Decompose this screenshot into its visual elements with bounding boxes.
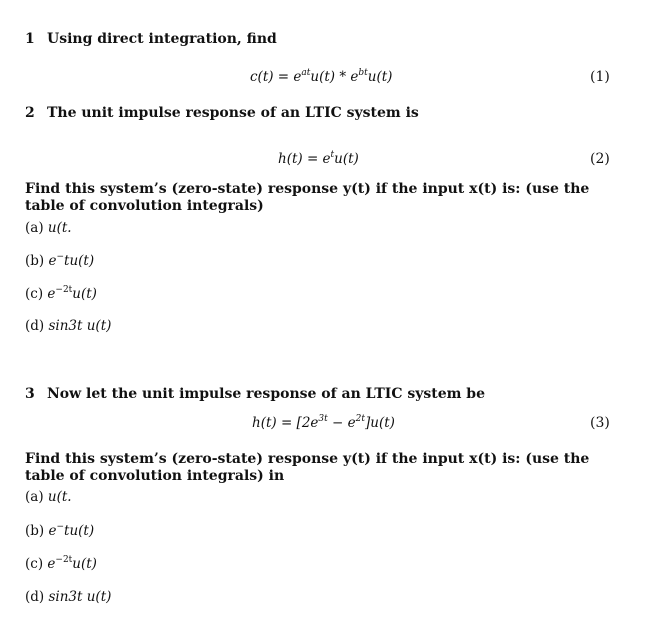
item-expression-tail: u(t) [72,286,97,302]
item-expression-tail: u(t) [72,556,97,572]
problem-3-title: Now let the unit impulse response of an LTIC system be [47,386,485,402]
equation-3-rhs: ]u(t) [364,415,395,431]
problem-2-item-b [25,253,94,269]
item-label: (a) [25,489,44,505]
problem-2-item-a [25,220,72,236]
item-label: (a) [25,220,44,236]
equation-1-number: (1) [590,69,610,85]
item-expression: u(t. [47,489,72,505]
problem-2-heading [25,105,419,121]
problem-2-title: The unit impulse response of an LTIC system is [47,105,419,121]
problem-3-instruction: Find this system’s (zero-state) response y(t) if the input x(t) is: (use the table of convolution integrals) in [25,451,590,484]
item-label: (c) [25,556,44,572]
problem-3-item-d [25,589,111,605]
equation-3 [252,415,395,431]
equation-3-lhs: h(t) = [2e [252,415,319,431]
item-expression: sin3t u(t) [48,318,112,334]
item-expression: e [47,286,56,302]
problem-1-number: 1 [25,31,35,47]
equation-1-mid: u(t) * e [310,69,359,85]
item-expression: sin3t u(t) [48,589,112,605]
item-label: (b) [25,523,45,539]
item-expression: e [48,523,57,539]
item-exponent: −2t [55,555,73,565]
item-label: (c) [25,286,44,302]
equation-3-mid: − e [327,415,356,431]
equation-1-rhs: u(t) [367,69,393,85]
problem-3-number: 3 [25,386,35,402]
item-expression-tail: tu(t) [64,253,95,269]
problem-3-item-a [25,489,72,505]
item-expression: e [47,556,56,572]
equation-2-lhs: h(t) = e [278,151,331,167]
item-exponent: − [56,522,65,532]
equation-2-number: (2) [590,151,610,167]
equation-2 [278,151,359,167]
item-expression: e [48,253,57,269]
equation-1-exp1: at [301,68,311,78]
problem-1-title: Using direct integration, find [47,31,277,47]
equation-3-exp1: 3t [318,414,328,424]
equation-1 [250,69,392,85]
item-exponent: − [56,252,65,262]
equation-3-exp2: 2t [355,414,365,424]
item-label: (d) [25,318,45,334]
problem-1-heading [25,31,277,47]
problem-3-heading [25,386,485,402]
item-label: (d) [25,589,45,605]
equation-1-exp2: bt [358,68,368,78]
equation-3-number: (3) [590,415,610,431]
problem-2-item-c [25,286,97,302]
item-label: (b) [25,253,45,269]
equation-2-exp1: t [330,150,335,160]
problem-2-instruction: Find this system’s (zero-state) response y(t) if the input x(t) is: (use the table of convolution integrals) [25,181,590,214]
item-expression: u(t. [47,220,72,236]
equation-2-rhs: u(t) [334,151,359,167]
item-exponent: −2t [55,285,73,295]
problem-2-item-d [25,318,111,334]
problem-3-item-c [25,556,97,572]
problem-3-item-b [25,523,94,539]
equation-1-lhs: c(t) = e [250,69,302,85]
problem-2-number: 2 [25,105,35,121]
item-expression-tail: tu(t) [64,523,95,539]
